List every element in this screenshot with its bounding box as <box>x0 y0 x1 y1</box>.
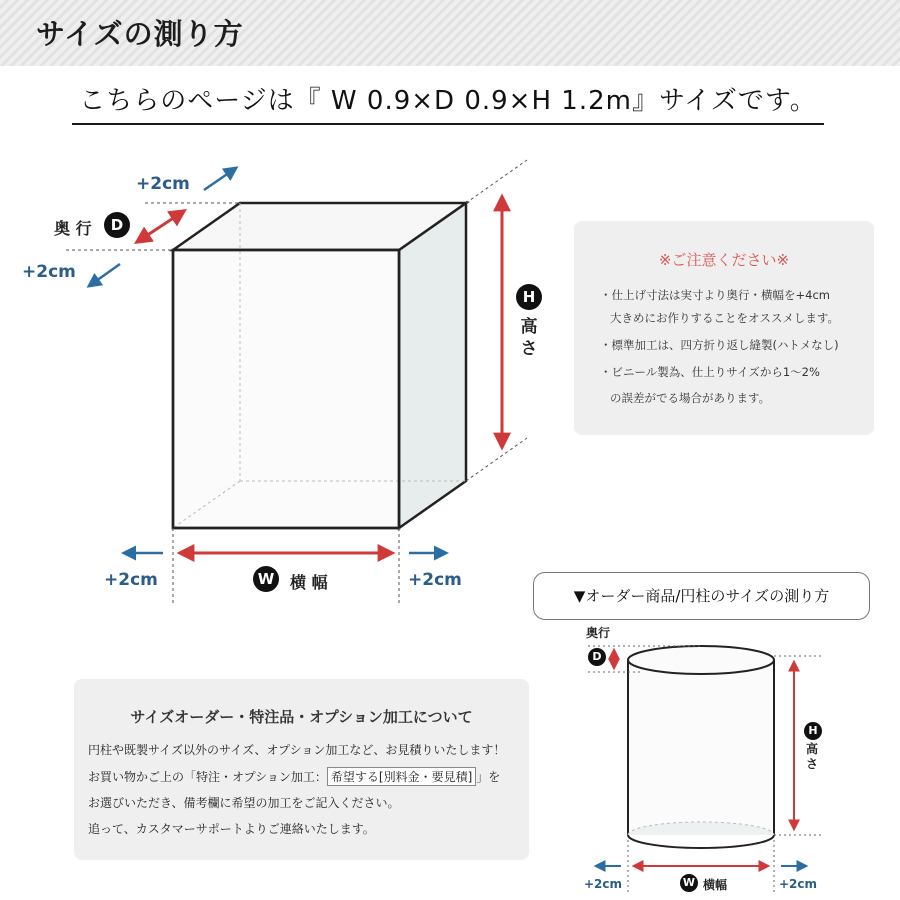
cyl-plus-2cm-right-label: +2cm <box>779 877 818 891</box>
height-guide-line <box>466 160 527 203</box>
caution-line: ・標準加工は、四方折り返し縫製(ハトメなし) <box>600 338 839 352</box>
cyl-depth-label: 奥行 <box>586 626 611 640</box>
info-line: 円柱や既製サイズ以外のサイズ、オプション加工など、お見積りいたします！ <box>88 743 506 757</box>
cyl-height-label: 高さ <box>805 742 818 771</box>
cylinder-drawing <box>628 646 774 848</box>
plus-2cm-left-label: +2cm <box>22 262 76 282</box>
cyl-width-label: 横幅 <box>703 878 728 892</box>
info-line2-pre: お買い物かご上の「特注・オプション加工： <box>88 770 327 784</box>
cube-side-face <box>399 203 466 528</box>
width-label: 横 幅 <box>290 573 328 592</box>
depth-label: 奥 行 <box>54 219 92 238</box>
cyl-plus-2cm-left-label: +2cm <box>584 877 623 891</box>
info-line2-post: 」を <box>476 770 501 784</box>
height-label: 高さ <box>520 317 538 359</box>
custom-order-info <box>74 679 529 860</box>
cube-front-face <box>173 250 399 528</box>
depth-symbol-badge: D <box>104 212 130 238</box>
depth-plus-arrow-top <box>204 168 236 190</box>
caution-line: の誤差がでる場合があります。 <box>610 391 771 405</box>
height-symbol-badge: H <box>516 284 542 310</box>
plus-2cm-top-label: +2cm <box>136 174 190 194</box>
cylinder-top <box>628 646 774 674</box>
width-symbol-badge: W <box>253 566 279 592</box>
caution-line: 大きめにお作りすることをオススメします。 <box>610 311 839 325</box>
info-line: 追って、カスタマーサポートよりご連絡いたします。 <box>88 822 375 836</box>
cyl-height-symbol-badge: H <box>804 722 822 740</box>
order-cylinder-measure-button[interactable]: ▼オーダー商品/円柱のサイズの測り方 <box>533 572 870 620</box>
depth-arrow <box>137 211 184 242</box>
cube-drawing <box>173 203 466 528</box>
plus-2cm-bottom-left-label: +2cm <box>104 570 158 590</box>
plus-2cm-bottom-right-label: +2cm <box>408 570 462 590</box>
caution-line: ・ビニール製為、仕上りサイズから1〜2% <box>600 365 820 379</box>
info-line: お選びいただき、備考欄に希望の加工をご記入ください。 <box>88 796 400 810</box>
size-subtitle: こちらのページは『 W 0.9×D 0.9×H 1.2m』サイズです。 <box>79 86 817 116</box>
info-line <box>88 767 500 786</box>
option-select-tag: 希望する[別料金・要見積] <box>327 767 476 786</box>
caution-line: ・仕上げ寸法は実寸より奥行・横幅を+4cm <box>600 288 830 302</box>
cyl-depth-symbol-badge: D <box>588 648 606 666</box>
depth-plus-arrow-left <box>89 264 120 286</box>
caution-note <box>574 221 874 435</box>
info-title: サイズオーダー・特注品・オプション加工について <box>130 708 473 726</box>
caution-title: ※ご注意ください※ <box>658 251 790 269</box>
page-title: サイズの測り方 <box>36 17 244 51</box>
cyl-width-symbol-badge: W <box>680 874 698 892</box>
height-guide-line <box>466 438 527 481</box>
